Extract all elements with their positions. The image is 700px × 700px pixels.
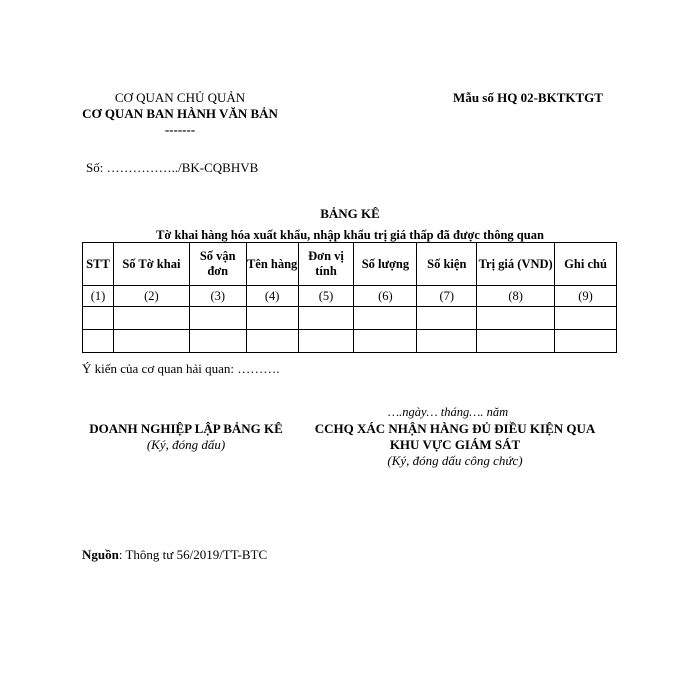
table-row (83, 330, 617, 353)
table-cell (113, 330, 189, 353)
header-packages: Số kiện (417, 243, 477, 286)
customs-opinion: Ý kiến của cơ quan hải quan: ………. (82, 361, 280, 376)
table-cell (555, 330, 617, 353)
enterprise-signature-note: (Ký, đóng dấu) (146, 437, 226, 452)
agency-block (82, 90, 278, 138)
header-unit: Đơn vị tính (298, 243, 354, 286)
header-bill-of-lading: Số vận đơn (189, 243, 246, 286)
table-cell (246, 330, 298, 353)
col-number: (4) (246, 286, 298, 307)
col-number: (6) (354, 286, 417, 307)
form-code: Mẫu số HQ 02-BKTKTGT (453, 90, 603, 105)
document-subtitle: Tờ khai hàng hóa xuất khẩu, nhập khẩu trị giá thấp đã được thông quan (156, 228, 544, 242)
table-cell (298, 330, 354, 353)
header-value: Trị giá (VND) (477, 243, 555, 286)
table-cell (555, 307, 617, 330)
customs-signature-block (300, 421, 610, 469)
table-cell (189, 307, 246, 330)
col-number: (8) (477, 286, 555, 307)
document-number: Số: ……………../BK-CQBHVB (86, 160, 259, 175)
col-number: (1) (83, 286, 114, 307)
col-number: (7) (417, 286, 477, 307)
table-cell (246, 307, 298, 330)
customs-signature-note: (Ký, đóng dấu công chức) (387, 453, 523, 468)
enterprise-signature-block (80, 421, 292, 453)
date-line: ….ngày… tháng…. năm (388, 405, 509, 419)
header-goods-name: Tên hàng (246, 243, 298, 286)
issuing-agency: CƠ QUAN BAN HÀNH VĂN BẢN (82, 106, 278, 121)
enterprise-signature-title: DOANH NGHIỆP LẬP BẢNG KÊ (89, 421, 283, 436)
col-number: (3) (189, 286, 246, 307)
header-quantity: Số lượng (354, 243, 417, 286)
table-cell (83, 330, 114, 353)
document-title: BẢNG KÊ (320, 206, 380, 221)
source-label: Nguồn (82, 547, 119, 562)
parent-agency: CƠ QUAN CHỦ QUẢN (114, 90, 246, 105)
column-number-row (83, 286, 617, 307)
table-cell (189, 330, 246, 353)
table-cell (354, 330, 417, 353)
source-line (82, 547, 267, 563)
table-row (83, 307, 617, 330)
header-declaration-no: Số Tờ khai (113, 243, 189, 286)
header-notes: Ghi chú (555, 243, 617, 286)
header-stt: STT (83, 243, 114, 286)
table-cell (83, 307, 114, 330)
col-number: (9) (555, 286, 617, 307)
customs-signature-title: CCHQ XÁC NHẬN HÀNG ĐỦ ĐIỀU KIỆN QUA KHU VỰC GIÁM SÁT (314, 421, 596, 452)
table-header-row (83, 243, 617, 286)
table-cell (417, 330, 477, 353)
source-text: : Thông tư 56/2019/TT-BTC (118, 547, 268, 562)
declaration-table (82, 242, 617, 353)
table-cell (477, 330, 555, 353)
table-cell (417, 307, 477, 330)
separator-line: ------- (164, 122, 196, 137)
col-number: (5) (298, 286, 354, 307)
col-number: (2) (113, 286, 189, 307)
table-cell (113, 307, 189, 330)
table-cell (477, 307, 555, 330)
table-cell (354, 307, 417, 330)
table-cell (298, 307, 354, 330)
